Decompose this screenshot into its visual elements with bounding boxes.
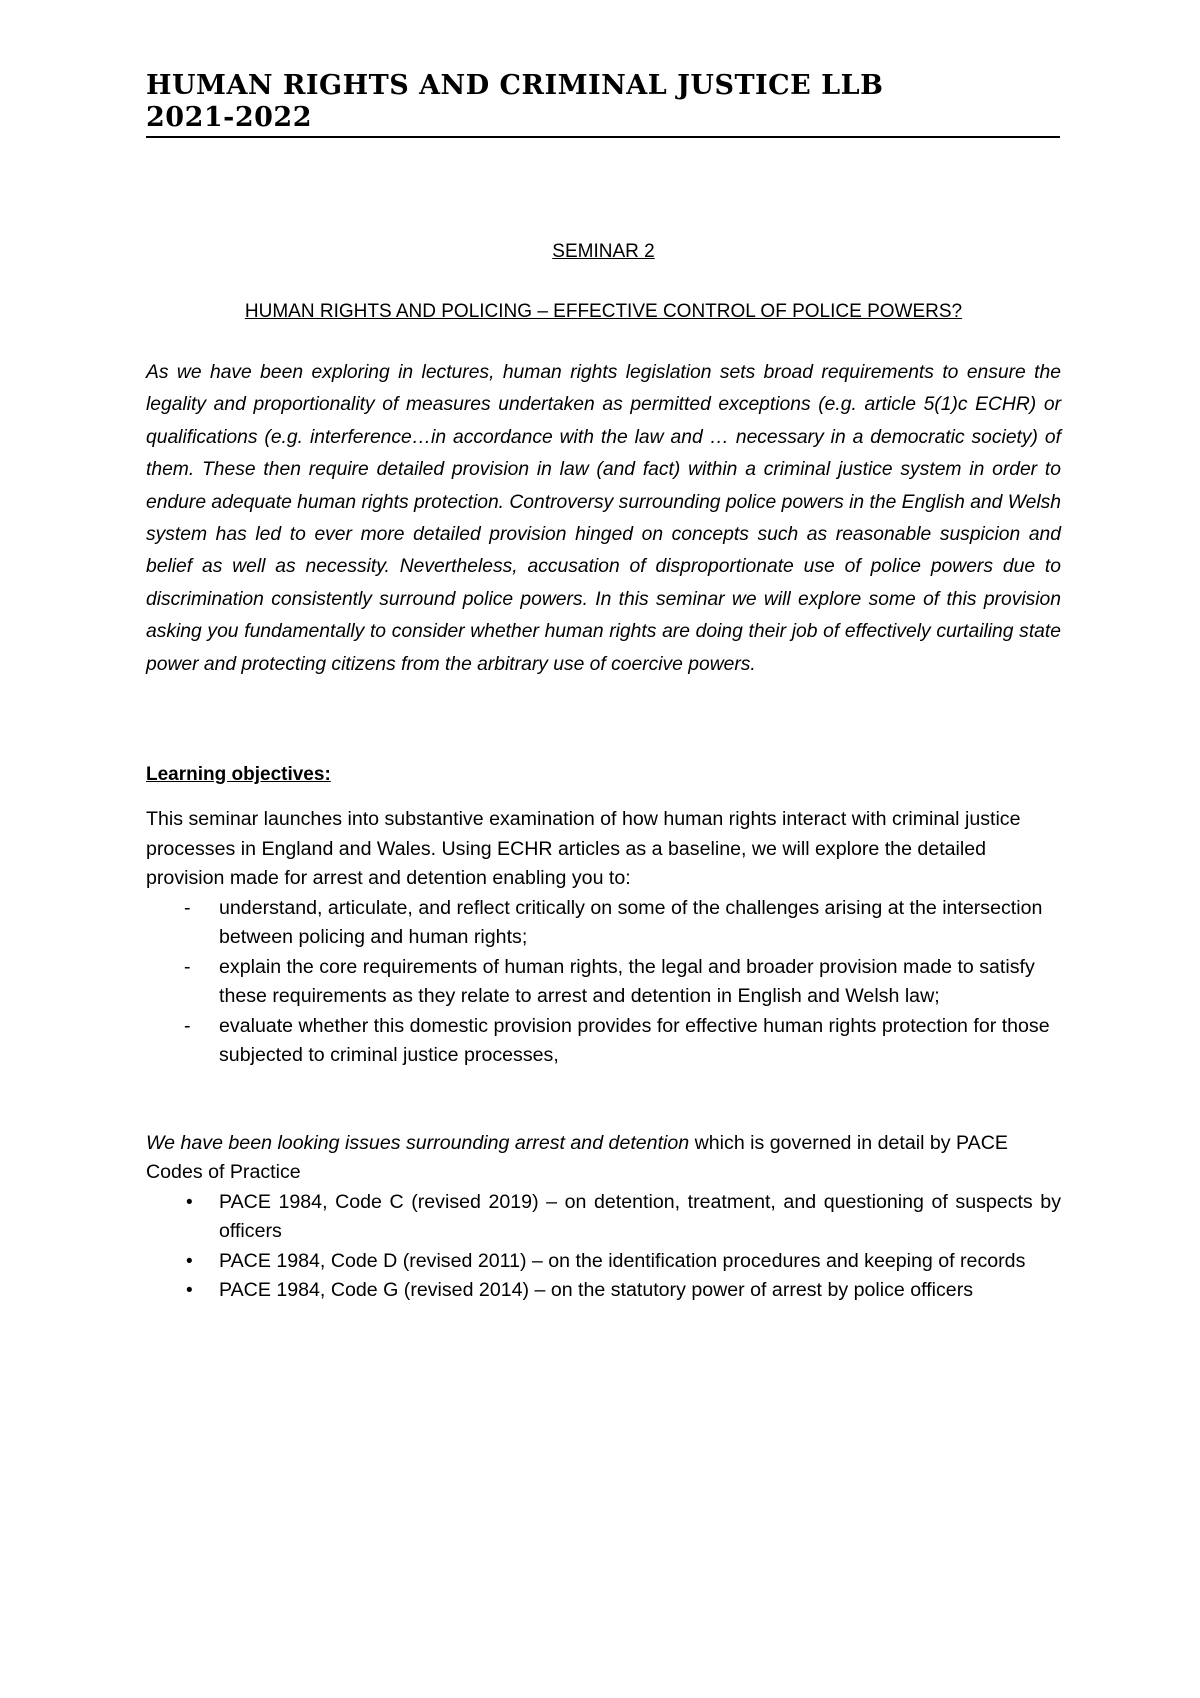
dash-marker: - <box>184 1014 191 1037</box>
document-header <box>146 70 1060 138</box>
document-title <box>146 70 1060 134</box>
document-title-line2: 2021-2022 <box>146 102 312 133</box>
list-item <box>146 1188 1061 1247</box>
bullet-marker: • <box>186 1191 193 1213</box>
list-item <box>146 1247 1061 1277</box>
objectives-heading: Learning objectives: <box>146 764 331 786</box>
pace-code-text: PACE 1984, Code G (revised 2014) – on the statutory power of arrest by police officers <box>219 1279 974 1302</box>
dash-marker: - <box>184 896 191 919</box>
objective-text: evaluate whether this domestic provision provides for effective human rights protection for those subjected to criminal justice processes, <box>219 1014 1050 1067</box>
pace-code-text: PACE 1984, Code D (revised 2011) – on the identification procedures and keeping of records <box>219 1249 1026 1272</box>
list-item <box>146 1276 1061 1306</box>
pace-intro-italic: We have been looking issues surrounding arrest and detention <box>146 1131 690 1154</box>
objective-text: explain the core requirements of human rights, the legal and broader provision made to satisfy these requirements as they relate to arrest and detention in English and Welsh law; <box>219 955 1035 1008</box>
document-title-line1: HUMAN RIGHTS AND CRIMINAL JUSTICE LLB <box>146 70 884 101</box>
seminar-heading: HUMAN RIGHTS AND POLICING – EFFECTIVE CONTROL OF POLICE POWERS? <box>244 301 963 322</box>
pace-codes-list <box>146 1188 1061 1306</box>
list-item <box>146 1012 1061 1071</box>
objectives-intro: This seminar launches into substantive examination of how human rights interact with criminal justice processes in England and Wales. Using ECHR articles as a baseline, we will explore the detailed provision made for arrest and detention enabling you to: <box>146 808 1021 890</box>
intro-paragraph: As we have been exploring in lectures, human rights legislation sets broad requirements to ensure the legality and proportionality of measures undertaken as permitted exceptions (e.g. article 5(1)c ECHR) or qualifications (e.g. interference…in accordance with the law and … necessary in a democratic society) of them. These then require detailed provision in law (and fact) within a criminal justice system in order to endure adequate human rights protection. Controversy surrounding police powers in the English and Welsh system has led to ever more detailed provision hinged on concepts such as reasonable suspicion and belief as well as necessity. Nevertheless, accusation of disproportionate use of police powers due to discrimination consistently surround police powers. In this seminar we will explore some of this provision asking you fundamentally to consider whether human rights are doing their job of effectively curtailing state power and protecting citizens from the arbitrary use of coercive powers. <box>146 362 1061 675</box>
pace-code-text: PACE 1984, Code C (revised 2019) – on detention, treatment, and questioning of suspects by officers <box>219 1190 1061 1243</box>
bullet-marker: • <box>186 1280 193 1302</box>
list-item <box>146 953 1061 1012</box>
pace-intro-rest: which is governed in detail by PACE Codes of Practice <box>146 1131 1008 1184</box>
list-item <box>146 894 1061 953</box>
bullet-marker: • <box>186 1250 193 1272</box>
seminar-label: SEMINAR 2 <box>552 241 655 262</box>
dash-marker: - <box>184 955 191 978</box>
document-body <box>146 238 1061 1306</box>
pace-intro <box>146 1129 1061 1188</box>
objective-text: understand, articulate, and reflect critically on some of the challenges arising at the intersection between policing and human rights; <box>219 896 1043 949</box>
objectives-list <box>146 894 1061 1071</box>
